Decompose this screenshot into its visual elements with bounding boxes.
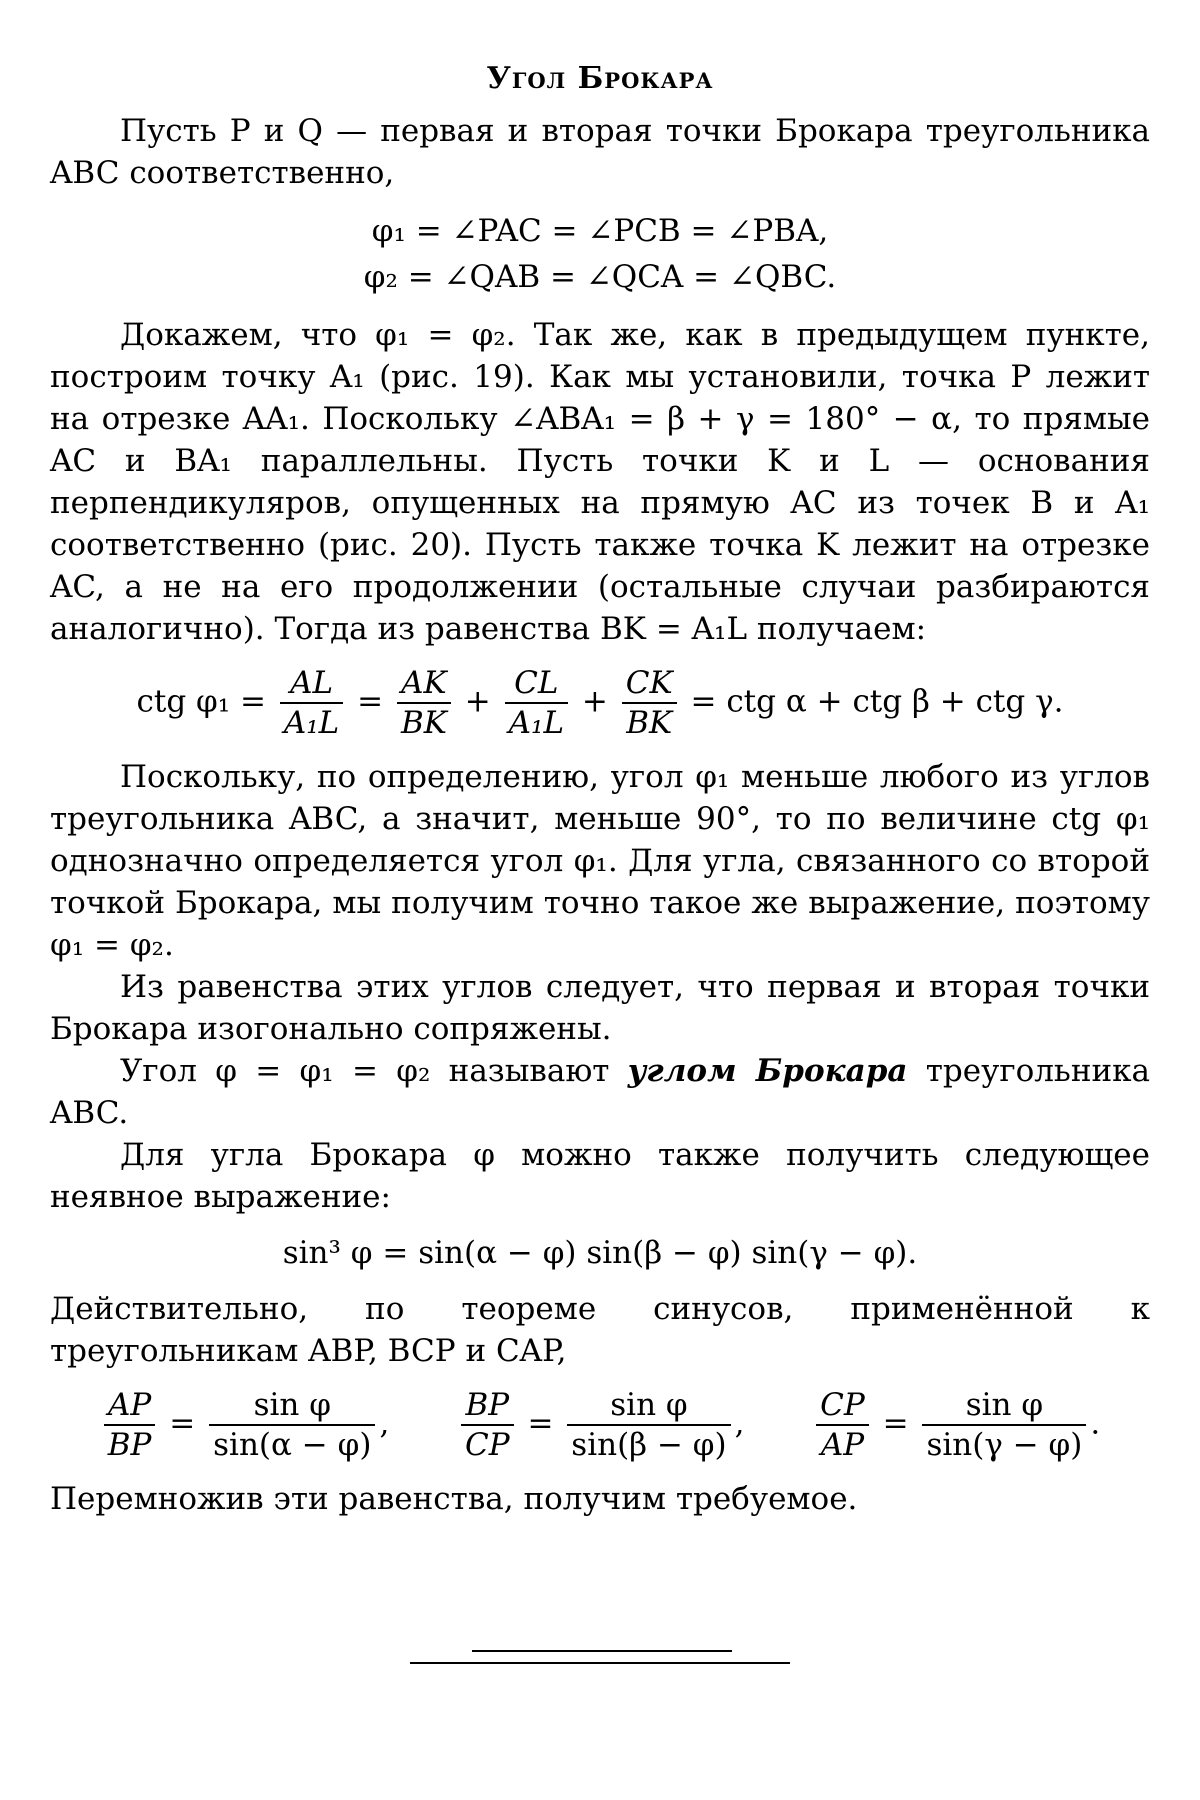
fraction-numerator: AK (397, 664, 451, 704)
section-title: Угол Брокара (486, 61, 714, 96)
fraction-denominator: BP (107, 1427, 152, 1463)
definition-suffix: треугольника ABC. (50, 1053, 1150, 1131)
angle-definitions (50, 208, 1150, 300)
comma: , (734, 1405, 745, 1442)
divider-short (472, 1650, 732, 1652)
fraction-denominator: CP (465, 1427, 510, 1463)
fraction-numerator: sin φ (567, 1386, 730, 1426)
fraction-ap-bp (104, 1386, 156, 1464)
paragraph-isogonal: Из равенства этих углов следует, что первая и вторая точки Брокара изогонально сопряжены. (50, 969, 1150, 1047)
fraction-denominator: AP (820, 1427, 865, 1463)
fraction-ck-bk (622, 664, 677, 742)
fraction-sin-alpha (209, 1386, 375, 1464)
paragraph-intro: Пусть P и Q — первая и вторая точки Брокара треугольника ABC соответственно, (50, 113, 1150, 191)
fraction-numerator: BP (461, 1386, 514, 1426)
fraction-bp-cp (461, 1386, 514, 1464)
equation-phi1: φ₁ = ∠PAC = ∠PCB = ∠PBA, (371, 213, 829, 249)
equals-sign: = (169, 1405, 196, 1442)
fraction-sin-gamma (922, 1386, 1086, 1464)
ctg-rhs: = ctg α + ctg β + ctg γ. (690, 683, 1064, 720)
plus-sign: + (581, 683, 608, 720)
paragraph-proof: Докажем, что φ₁ = φ₂. Так же, как в предыдущем пункте, построим точку A₁ (рис. 19). Как мы установили, точка P лежит на отрезке AA₁. Поскольку ∠ABA₁ = β + γ = 180° − α, то прямые AC и BA₁ параллельны. Пусть точки K и L — основания перпендикуляров, опущенных на прямую AC из точек B и A₁ соответственно (рис. 20). Пусть также точка K лежит на отрезке AC, а не на его продолжении (остальные случаи разбираются аналогично). Тогда из равенства BK = A₁L получаем: (50, 317, 1150, 647)
fraction-numerator: AP (104, 1386, 156, 1426)
paragraph-conclusion: Перемножив эти равенства, получим требуемое. (50, 1481, 858, 1517)
fraction-numerator: sin φ (209, 1386, 375, 1426)
fraction-denominator: BK (400, 705, 447, 741)
equals-sign: = (882, 1405, 909, 1442)
fraction-denominator: sin(β − φ) (571, 1427, 727, 1463)
equals-sign: = (527, 1405, 554, 1442)
fraction-numerator: sin φ (922, 1386, 1086, 1426)
fraction-denominator: A₁L (283, 705, 340, 741)
fraction-numerator: CP (816, 1386, 869, 1426)
fraction-numerator: AL (280, 664, 343, 704)
fraction-denominator: BK (626, 705, 673, 741)
paragraph-definition (50, 1050, 1150, 1134)
fraction-denominator: sin(γ − φ) (926, 1427, 1083, 1463)
fraction-numerator: CL (505, 664, 568, 704)
fraction-al-a1l (280, 664, 343, 742)
fraction-cp-ap (816, 1386, 869, 1464)
fraction-ak-bk (397, 664, 451, 742)
fraction-cl-a1l (505, 664, 568, 742)
definition-prefix: Угол φ = φ₁ = φ₂ называют (120, 1053, 628, 1089)
fraction-denominator: A₁L (508, 705, 565, 741)
paragraph-implicit: Для угла Брокара φ можно также получить следующее неявное выражение: (50, 1137, 1150, 1215)
fraction-sin-beta (567, 1386, 730, 1464)
ctg-lhs: ctg φ₁ = (136, 683, 266, 720)
page-content (50, 40, 1150, 1520)
equation-sin-cubed: sin³ φ = sin(α − φ) sin(β − φ) sin(γ − φ). (282, 1235, 918, 1271)
fraction-denominator: sin(α − φ) (213, 1427, 372, 1463)
equation-phi2: φ₂ = ∠QAB = ∠QCA = ∠QBC. (363, 259, 837, 295)
equation-ctg (50, 664, 1150, 742)
period: . (1090, 1405, 1101, 1442)
equals-sign: = (357, 683, 384, 720)
comma: , (379, 1405, 390, 1442)
paragraph-sine-theorem: Действительно, по теореме синусов, применённой к треугольникам ABP, BCP и CAP, (50, 1291, 1150, 1369)
term-brocard-angle: углом Брокара (627, 1053, 908, 1089)
plus-sign: + (464, 683, 491, 720)
paragraph-uniqueness: Поскольку, по определению, угол φ₁ меньше любого из углов треугольника ABC, а значит, меньше 90°, то по величине ctg φ₁ однозначно определяется угол φ₁. Для угла, связанного со второй точкой Брокара, мы получим точно такое же выражение, поэтому φ₁ = φ₂. (50, 759, 1150, 963)
fraction-numerator: CK (622, 664, 677, 704)
divider-long (410, 1662, 790, 1664)
equation-sine-ratios (50, 1386, 1150, 1464)
